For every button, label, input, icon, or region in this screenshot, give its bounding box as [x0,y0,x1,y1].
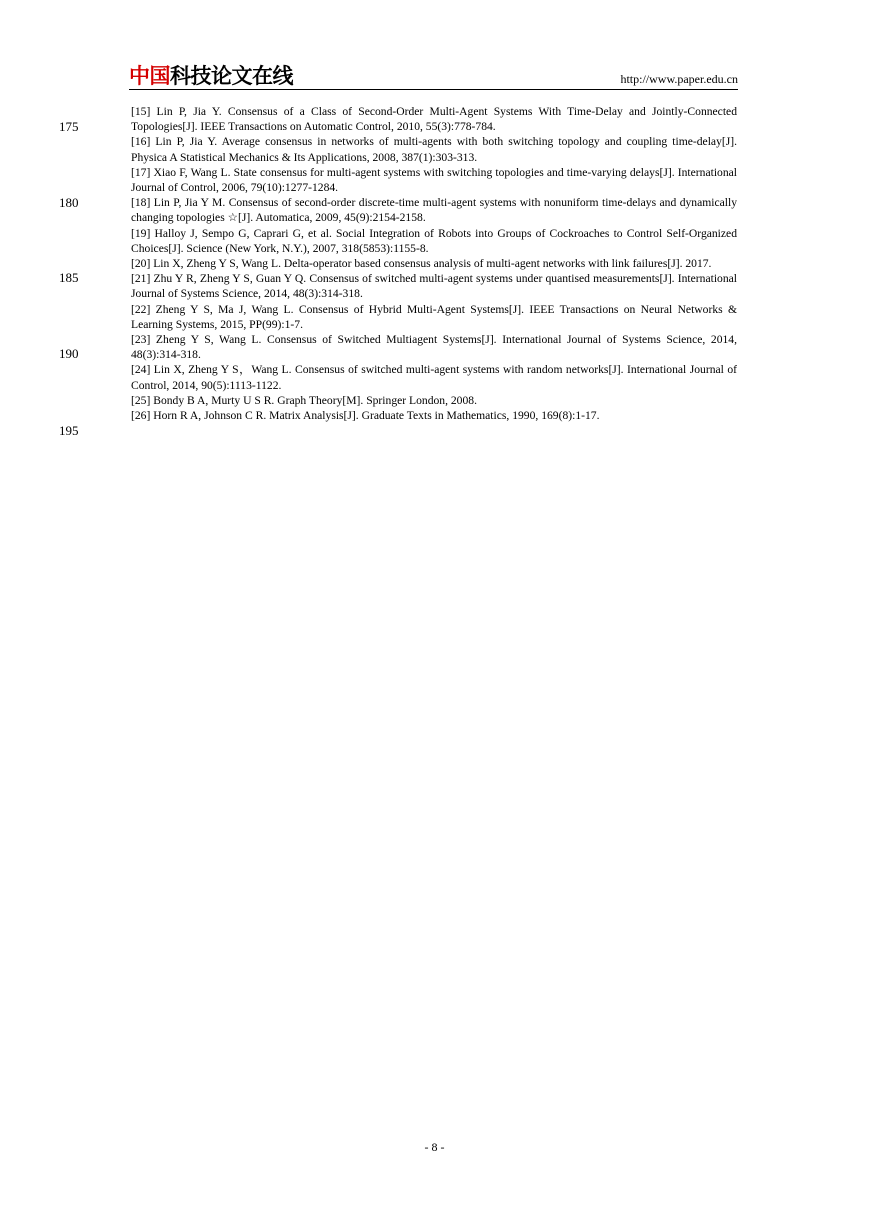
line-number: 180 [59,195,79,210]
reference-item: [17] Xiao F, Wang L. State consensus for multi-agent systems with switching topologies and time-varying delays[J]. International Journal of Control, 2006, 79(10):1277-1284. [131,165,737,195]
reference-item: [18] Lin P, Jia Y M. Consensus of second-order discrete-time multi-agent systems with nonuniform time-delays and dynamically changing topologies ☆[J]. Automatica, 2009, 45(9):2154-2158. [131,196,737,225]
reference-item: [21] Zhu Y R, Zheng Y S, Guan Y Q. Consensus of switched multi-agent systems under quantised measurements[J]. International Journal of Systems Science, 2014, 48(3):314-318. [131,272,737,301]
reference-item: [25] Bondy B A, Murty U S R. Graph Theory[M]. Springer London, 2008. [131,393,477,407]
reference-item: [20] Lin X, Zheng Y S, Wang L. Delta-operator based consensus analysis of multi-agent networks with link failures[J]. 2017. [131,257,712,271]
line-number: 195 [59,423,79,438]
reference-item: [24] Lin X, Zheng Y S，Wang L. Consensus of switched multi-agent systems with random networks[J]. International Journal of Control, 2014, 90(5):1113-1122. [131,363,737,392]
page-number: - 8 - [424,1140,445,1154]
reference-item: [15] Lin P, Jia Y. Consensus of a Class of Second-Order Multi-Agent Systems With Time-Delay and Jointly-Connected Topologies[J]. IEEE Transactions on Automatic Control, 2010, 55(3):778-784. [131,105,737,134]
reference-item: [23] Zheng Y S, Wang L. Consensus of Switched Multiagent Systems[J]. International Journal of Systems Science, 2014, 48(3):314-318. [131,333,737,362]
page-header [129,62,738,90]
reference-item: [22] Zheng Y S, Ma J, Wang L. Consensus of Hybrid Multi-Agent Systems[J]. IEEE Transactions on Neural Networks & Learning Systems, 2015, PP(99):1-7. [131,302,737,331]
line-number: 190 [59,346,79,361]
reference-list [131,104,737,423]
reference-item: [26] Horn R A, Johnson C R. Matrix Analysis[J]. Graduate Texts in Mathematics, 1990, 169(8):1-17. [131,409,600,423]
line-number: 175 [59,119,79,134]
site-logo [129,64,293,88]
reference-item: [19] Halloy J, Sempo G, Caprari G, et al. Social Integration of Robots into Groups of Cockroaches to Control Self-Organized Choices[J]. Science (New York, N.Y.), 2007, 318(5853):1155-8. [131,226,737,255]
line-number: 185 [59,270,79,285]
logo-red-text: 中国 [129,64,170,88]
header-url: http://www.paper.edu.cn [620,72,738,86]
reference-item: [16] Lin P, Jia Y. Average consensus in networks of multi-agents with both switching topology and coupling time-delay[J]. Physica A Statistical Mechanics & Its Applications, 2008, 387(1):303-313. [131,135,737,164]
logo-black-text: 科技论文在线 [170,64,293,88]
